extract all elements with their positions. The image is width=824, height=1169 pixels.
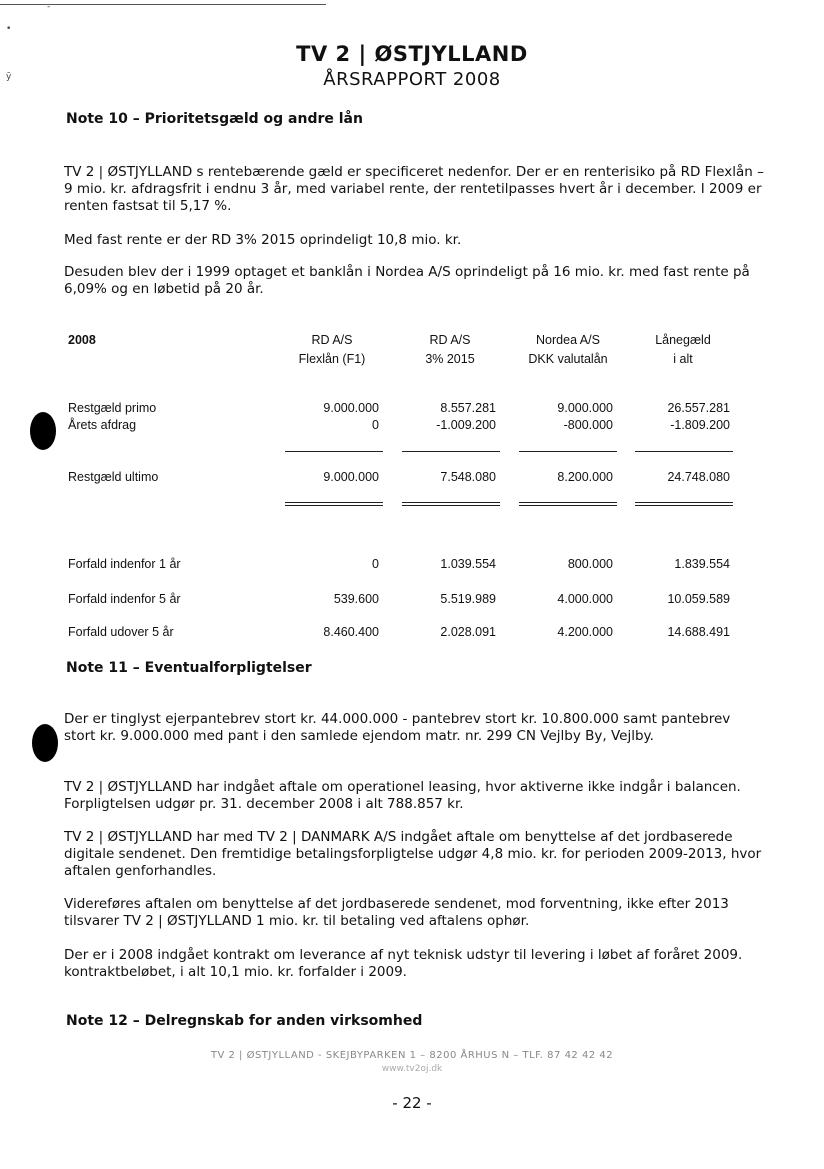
note-11-paragraph-5: Der er i 2008 indgået kontrakt om leverance af nyt teknisk udstyr til levering i løbet af foråret 2009. kontraktbeløbet, i alt 10,1 mio. kr. forfalder i 2009. bbox=[64, 947, 743, 980]
row-label: Forfald udover 5 år bbox=[68, 625, 174, 639]
note-12-heading: Note 12 – Delregnskab for anden virksomhed bbox=[66, 1013, 423, 1029]
punch-hole bbox=[30, 412, 56, 450]
table-cell: 800.000 bbox=[567, 557, 613, 571]
table-cell: 9.000.000 bbox=[323, 401, 379, 415]
table-cell: 8.200.000 bbox=[557, 470, 613, 484]
column-header-line1: RD A/S bbox=[429, 333, 471, 347]
table-cell: 7.548.080 bbox=[440, 470, 496, 484]
table-cell: 0 bbox=[372, 557, 379, 571]
total-rule bbox=[402, 505, 500, 506]
note-11-paragraph-3: TV 2 | ØSTJYLLAND har med TV 2 | DANMARK A/S indgået aftale om benyttelse af det jordbaserede digitale sendenet. Den fremtidige betalingsforpligtelse udgør 4,8 mio. kr. for perioden 2009-2013, hvor aftalen genforhandles. bbox=[64, 829, 762, 879]
row-label: Forfald indenfor 5 år bbox=[68, 592, 181, 606]
punch-hole bbox=[32, 724, 58, 762]
row-label: Restgæld primo bbox=[68, 401, 157, 415]
note-10-heading: Note 10 – Prioritetsgæld og andre lån bbox=[66, 111, 363, 127]
note-10-paragraph-3: Desuden blev der i 1999 optaget et banklån i Nordea A/S oprindeligt på 16 mio. kr. med fast rente på 6,09% og en løbetid på 20 år. bbox=[64, 264, 750, 297]
subtotal-rule bbox=[402, 451, 500, 452]
table-year: 2008 bbox=[68, 333, 96, 347]
note-10-paragraph-1: TV 2 | ØSTJYLLAND s rentebærende gæld er specificeret nedenfor. Der er en renterisiko på RD Flexlån – 9 mio. kr. afdragsfrit i endnu 3 år, med variabel rente, der rentetilpasses hvert år i december. I 2009 er renten fastsat til 5,17 %. bbox=[64, 164, 764, 214]
table-cell: 8.557.281 bbox=[440, 401, 496, 415]
note-11-paragraph-2: TV 2 | ØSTJYLLAND har indgået aftale om operationel leasing, hvor aktiverne ikke indgår i balancen. Forpligtelsen udgør pr. 31. december 2008 i alt 788.857 kr. bbox=[64, 779, 741, 812]
column-header-line2: DKK valutalån bbox=[528, 352, 608, 366]
column-header-line2: Flexlån (F1) bbox=[298, 352, 366, 366]
table-cell: 8.460.400 bbox=[323, 625, 379, 639]
row-label: Årets afdrag bbox=[68, 418, 137, 432]
subtotal-rule bbox=[635, 451, 733, 452]
column-header-line1: Lånegæld bbox=[655, 333, 711, 347]
row-label: Restgæld ultimo bbox=[68, 470, 159, 484]
table-cell: 5.519.989 bbox=[440, 592, 496, 606]
column-header bbox=[618, 331, 748, 369]
table-cell: 4.200.000 bbox=[557, 625, 613, 639]
table-cell: 10.059.589 bbox=[667, 592, 730, 606]
report-title: TV 2 | ØSTJYLLAND bbox=[296, 42, 528, 66]
column-header-line2: 3% 2015 bbox=[425, 352, 475, 366]
scan-speck: • bbox=[6, 24, 12, 34]
total-rule bbox=[402, 502, 500, 503]
footer-address: TV 2 | ØSTJYLLAND - SKEJBYPARKEN 1 – 8200 ÅRHUS N – TLF. 87 42 42 42 bbox=[210, 1050, 614, 1061]
table-cell: 9.000.000 bbox=[323, 470, 379, 484]
total-rule bbox=[635, 502, 733, 503]
footer-website: www.tv2oj.dk bbox=[381, 1064, 443, 1074]
table-cell: 24.748.080 bbox=[667, 470, 730, 484]
table-cell: -1.009.200 bbox=[436, 418, 496, 432]
table-cell: 9.000.000 bbox=[557, 401, 613, 415]
total-rule bbox=[285, 502, 383, 503]
column-header-line2: i alt bbox=[673, 352, 693, 366]
subtotal-rule bbox=[519, 451, 617, 452]
column-header-line1: RD A/S bbox=[311, 333, 353, 347]
column-header-line1: Nordea A/S bbox=[536, 333, 600, 347]
note-11-heading: Note 11 – Eventualforpligtelser bbox=[66, 660, 312, 676]
table-cell: 1.839.554 bbox=[674, 557, 730, 571]
table-cell: 539.600 bbox=[333, 592, 379, 606]
table-cell: 0 bbox=[372, 418, 379, 432]
subtotal-rule bbox=[285, 451, 383, 452]
scan-speck: - bbox=[47, 2, 51, 12]
note-11-paragraph-1: Der er tinglyst ejerpantebrev stort kr. 44.000.000 - pantebrev stort kr. 10.800.000 samt pantebrev stort kr. 9.000.000 med pant i den samlede ejendom matr. nr. 299 CN Vejlby By, Vejlby. bbox=[64, 711, 731, 744]
total-rule bbox=[519, 502, 617, 503]
report-subtitle: ÅRSRAPPORT 2008 bbox=[323, 69, 501, 90]
row-label: Forfald indenfor 1 år bbox=[68, 557, 181, 571]
note-10-paragraph-2: Med fast rente er der RD 3% 2015 oprindeligt 10,8 mio. kr. bbox=[64, 232, 462, 248]
table-cell: 4.000.000 bbox=[557, 592, 613, 606]
column-header bbox=[503, 331, 633, 369]
table-cell: 1.039.554 bbox=[440, 557, 496, 571]
table-cell: -800.000 bbox=[563, 418, 613, 432]
column-header bbox=[385, 331, 515, 369]
total-rule bbox=[519, 505, 617, 506]
page-number: - 22 - bbox=[392, 1094, 432, 1112]
scan-speck: ȳ bbox=[6, 72, 12, 82]
table-cell: 26.557.281 bbox=[667, 401, 730, 415]
table-cell: 2.028.091 bbox=[440, 625, 496, 639]
total-rule bbox=[635, 505, 733, 506]
table-cell: 14.688.491 bbox=[667, 625, 730, 639]
table-cell: -1.809.200 bbox=[670, 418, 730, 432]
column-header bbox=[267, 331, 397, 369]
note-11-paragraph-4: Videreføres aftalen om benyttelse af det jordbaserede sendenet, mod forventning, ikke efter 2013 tilsvarer TV 2 | ØSTJYLLAND 1 mio. kr. til betaling ved aftalens ophør. bbox=[64, 896, 729, 929]
total-rule bbox=[285, 505, 383, 506]
